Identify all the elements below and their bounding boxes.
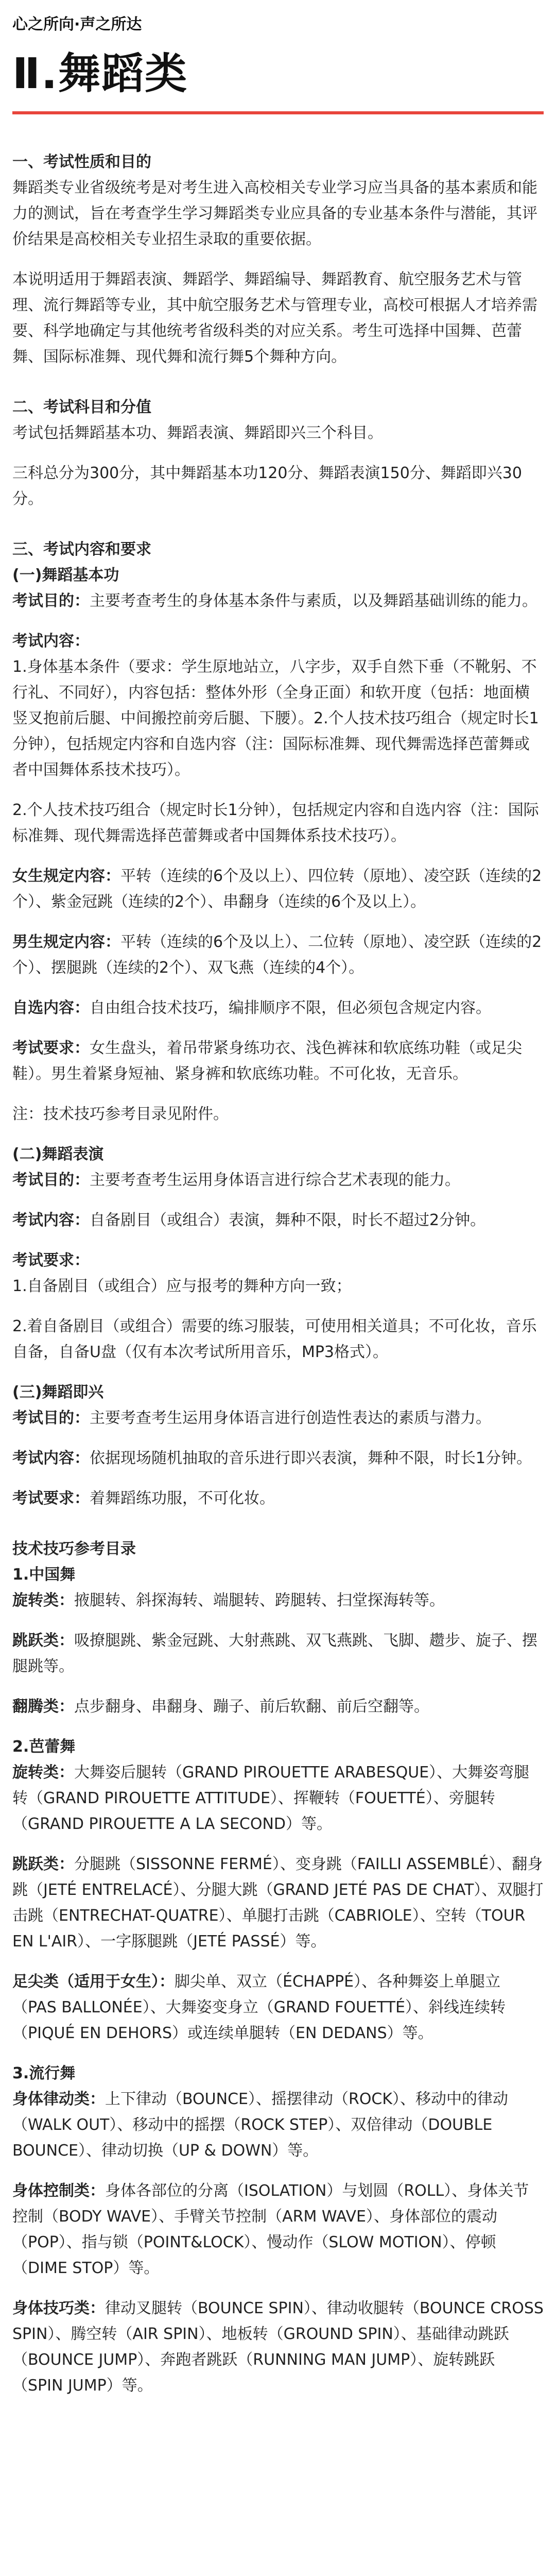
label: 考试目的： bbox=[12, 1409, 90, 1427]
text: 上下律动（BOUNCE）、摇摆律动（ROCK）、移动中的律动（WALK OUT）、移动中的摇摆（ROCK STEP）、双倍律动（DOUBLE BOUNCE）、律动切换（UP & DOWN）等。 bbox=[12, 2090, 509, 2160]
label: 足尖类（适用于女生）： bbox=[12, 1973, 175, 1991]
text: 主要考查考生的身体基本条件与素质，以及舞蹈基础训练的能力。 bbox=[90, 592, 537, 610]
label: 身体律动类： bbox=[12, 2090, 105, 2108]
text: 脚尖单、双立（ÉCHAPPÉ）、各种舞姿上单腿立（PAS BALLONÉE）、大舞姿变身立（GRAND FOUETTÉ）、斜线连续转（PIQUÉ EN DEHORS）或连续单腿转（EN DEDANS）等。 bbox=[12, 1973, 506, 2042]
section-title: 一、考试性质和目的 bbox=[12, 153, 151, 171]
text: 身体各部位的分离（ISOLATION）与划圆（ROLL）、身体关节控制（BODY WAVE）、手臂关节控制（ARM WAVE）、身体部位的震动（POP）、指与锁（POINT&LOCK）、慢动作（SLOW MOTION）、停顿（DIME STOP）等。 bbox=[12, 2182, 529, 2277]
text: 平转（连续的6个及以上）、四位转（原地）、凌空跃（连续的2个）、紫金冠跳（连续的2个）、串翻身（连续的6个及以上）。 bbox=[12, 867, 542, 911]
label: 自选内容： bbox=[12, 999, 90, 1017]
label: 身体技巧类： bbox=[12, 2299, 105, 2317]
paragraph: 三科总分为300分，其中舞蹈基本功120分、舞蹈表演150分、舞蹈即兴30分。 bbox=[12, 464, 522, 508]
paragraph bbox=[12, 863, 544, 915]
label: 考试内容： bbox=[12, 1211, 90, 1229]
paragraph bbox=[12, 629, 544, 654]
paragraph bbox=[12, 1405, 544, 1431]
text: 吸撩腿跳、紫金冠跳、大射燕跳、双飞燕跳、飞脚、趱步、旋子、摆腿跳等。 bbox=[12, 1632, 537, 1675]
page-title: Ⅱ.舞蹈类 bbox=[12, 49, 188, 98]
label: 考试内容： bbox=[12, 1449, 90, 1467]
label: 旋转类： bbox=[12, 1591, 74, 1609]
section-title: 二、考试科目和分值 bbox=[12, 398, 151, 416]
paragraph: 考试包括舞蹈基本功、舞蹈表演、舞蹈即兴三个科目。 bbox=[12, 424, 383, 442]
paragraph bbox=[12, 1486, 544, 1512]
paragraph bbox=[12, 1694, 544, 1720]
label: 跳跃类： bbox=[12, 1632, 74, 1650]
text: 自备剧目（或组合）表演，舞种不限，时长不超过2分钟。 bbox=[90, 1211, 486, 1229]
section-1 bbox=[12, 149, 544, 370]
text: 主要考查考生运用身体语言进行创造性表达的素质与潜力。 bbox=[90, 1409, 491, 1427]
label: 翻腾类： bbox=[12, 1698, 74, 1716]
section-2 bbox=[12, 395, 544, 512]
appendix-subtitle: 2.芭蕾舞 bbox=[12, 1738, 76, 1756]
subsection-title: (二)舞蹈表演 bbox=[12, 1145, 104, 1163]
subsection-title: (三)舞蹈即兴 bbox=[12, 1383, 104, 1401]
paragraph: 注：技术技巧参考目录见附件。 bbox=[12, 1105, 229, 1123]
paragraph bbox=[12, 1628, 544, 1680]
section-3 bbox=[12, 537, 544, 1512]
text: 主要考查考生运用身体语言进行综合艺术表现的能力。 bbox=[90, 1171, 460, 1189]
paragraph bbox=[12, 1248, 544, 1274]
label: 旋转类： bbox=[12, 1764, 74, 1782]
paragraph bbox=[12, 1852, 544, 1955]
paragraph bbox=[12, 1208, 544, 1233]
label: 考试要求： bbox=[12, 1489, 90, 1507]
paragraph: 2.着自备剧目（或组合）需要的练习服装，可使用相关道具；不可化妆，音乐自备，自备U盘（仅有本次考试所用音乐，MP3格式）。 bbox=[12, 1317, 537, 1361]
brand-slogan: 心之所向·声之所达 bbox=[12, 15, 142, 33]
paragraph bbox=[12, 2178, 544, 2281]
text: 着舞蹈练功服，不可化妆。 bbox=[90, 1489, 275, 1507]
label: 女生规定内容： bbox=[12, 867, 120, 885]
text: 律动叉腿转（BOUNCE SPIN）、律动收腿转（BOUNCE CROSS SPIN）、腾空转（AIR SPIN）、地板转（GROUND SPIN）、基础律动跳跃（BOUNCE JUMP）、奔跑者跳跃（RUNNING MAN JUMP）、旋转跳跃（SPIN JUMP）等。 bbox=[12, 2299, 544, 2395]
text: 女生盘头，着吊带紧身练功衣、浅色裤袜和软底练功鞋（或足尖鞋）。男生着紧身短袖、紧身裤和软底练功鞋。不可化妆，无音乐。 bbox=[12, 1039, 522, 1083]
label: 考试目的： bbox=[12, 592, 90, 610]
label: 男生规定内容： bbox=[12, 933, 120, 951]
label: 考试内容： bbox=[12, 632, 90, 650]
paragraph bbox=[12, 1969, 544, 2046]
section-title: 三、考试内容和要求 bbox=[12, 540, 151, 558]
paragraph bbox=[12, 1588, 544, 1614]
appendix bbox=[12, 1536, 544, 2399]
appendix-title: 技术技巧参考目录 bbox=[12, 1540, 136, 1558]
paragraph bbox=[12, 2087, 544, 2164]
text: 分腿跳（SISSONNE FERMÉ）、变身跳（FAILLI ASSEMBLÉ）、翻身跳（JETÉ ENTRELACÉ）、分腿大跳（GRAND JETÉ PAS DE CHAT）、双腿打击跳（ENTRECHAT-QUATRE）、单腿打击跳（CABRIOLE）、空转（TOUR EN L'AIR）、一字豚腿跳（JETÉ PASSÉ）等。 bbox=[12, 1855, 544, 1951]
paragraph: 1.身体基本条件（要求：学生原地站立，八字步，双手自然下垂（不靴躬、不行礼、不同好），内容包括：整体外形（全身正面）和软开度（包括：地面横竖叉抱前后腿、中间搬控前旁后腿、下腰）。2.个人技术技巧组合（规定时长1分钟），包括规定内容和自选内容（注：国际标准舞、现代舞需选择芭蕾舞或者中国舞体系技术技巧）。 bbox=[12, 658, 539, 779]
label: 身体控制类： bbox=[12, 2182, 105, 2200]
text: 掖腿转、斜探海转、端腿转、跨腿转、扫堂探海转等。 bbox=[74, 1591, 445, 1609]
text: 自由组合技术技巧，编排顺序不限，但必须包含规定内容。 bbox=[90, 999, 491, 1017]
text: 平转（连续的6个及以上）、二位转（原地）、凌空跃（连续的2个）、摆腿跳（连续的2个）、双飞燕（连续的4个）。 bbox=[12, 933, 542, 977]
subsection-title: (一)舞蹈基本功 bbox=[12, 566, 119, 584]
appendix-subtitle: 1.中国舞 bbox=[12, 1566, 76, 1584]
paragraph: 1.自备剧目（或组合）应与报考的舞种方向一致； bbox=[12, 1277, 352, 1295]
paragraph bbox=[12, 1446, 544, 1471]
paragraph bbox=[12, 1760, 544, 1837]
paragraph bbox=[12, 588, 544, 614]
title-underline bbox=[12, 111, 544, 114]
text: 点步翻身、串翻身、蹦子、前后软翻、前后空翻等。 bbox=[74, 1698, 429, 1716]
article-body bbox=[12, 149, 544, 2424]
paragraph: 舞蹈类专业省级统考是对考生进入高校相关专业学习应当具备的基本素质和能力的测试，旨在考查学生学习舞蹈类专业应具备的专业基本条件与潜能，其评价结果是高校相关专业招生录取的重要依据。 bbox=[12, 179, 537, 248]
appendix-subtitle: 3.流行舞 bbox=[12, 2064, 76, 2082]
label: 考试要求： bbox=[12, 1039, 90, 1057]
paragraph: 2.个人技术技巧组合（规定时长1分钟），包括规定内容和自选内容（注：国际标准舞、现代舞需选择芭蕾舞或者中国舞体系技术技巧）。 bbox=[12, 801, 539, 845]
label: 考试要求： bbox=[12, 1251, 90, 1269]
paragraph bbox=[12, 2296, 544, 2399]
text: 大舞姿后腿转（GRAND PIROUETTE ARABESQUE）、大舞姿弯腿转（GRAND PIROUETTE ATTITUDE）、挥鞭转（FOUETTÉ）、旁腿转（GRAND PIROUETTE A LA SECOND）等。 bbox=[12, 1764, 530, 1833]
label: 跳跃类： bbox=[12, 1855, 74, 1873]
paragraph bbox=[12, 995, 544, 1021]
text: 依据现场随机抽取的音乐进行即兴表演，舞种不限，时长1分钟。 bbox=[90, 1449, 532, 1467]
paragraph: 本说明适用于舞蹈表演、舞蹈学、舞蹈编导、舞蹈教育、航空服务艺术与管理、流行舞蹈等专业，其中航空服务艺术与管理专业，高校可根据人才培养需要、科学地确定与其他统考省级科类的对应关系。考生可选择中国舞、芭蕾舞、国际标准舞、现代舞和流行舞5个舞种方向。 bbox=[12, 270, 537, 366]
label: 考试目的： bbox=[12, 1171, 90, 1189]
paragraph bbox=[12, 1036, 544, 1087]
paragraph bbox=[12, 929, 544, 981]
paragraph bbox=[12, 1167, 544, 1193]
